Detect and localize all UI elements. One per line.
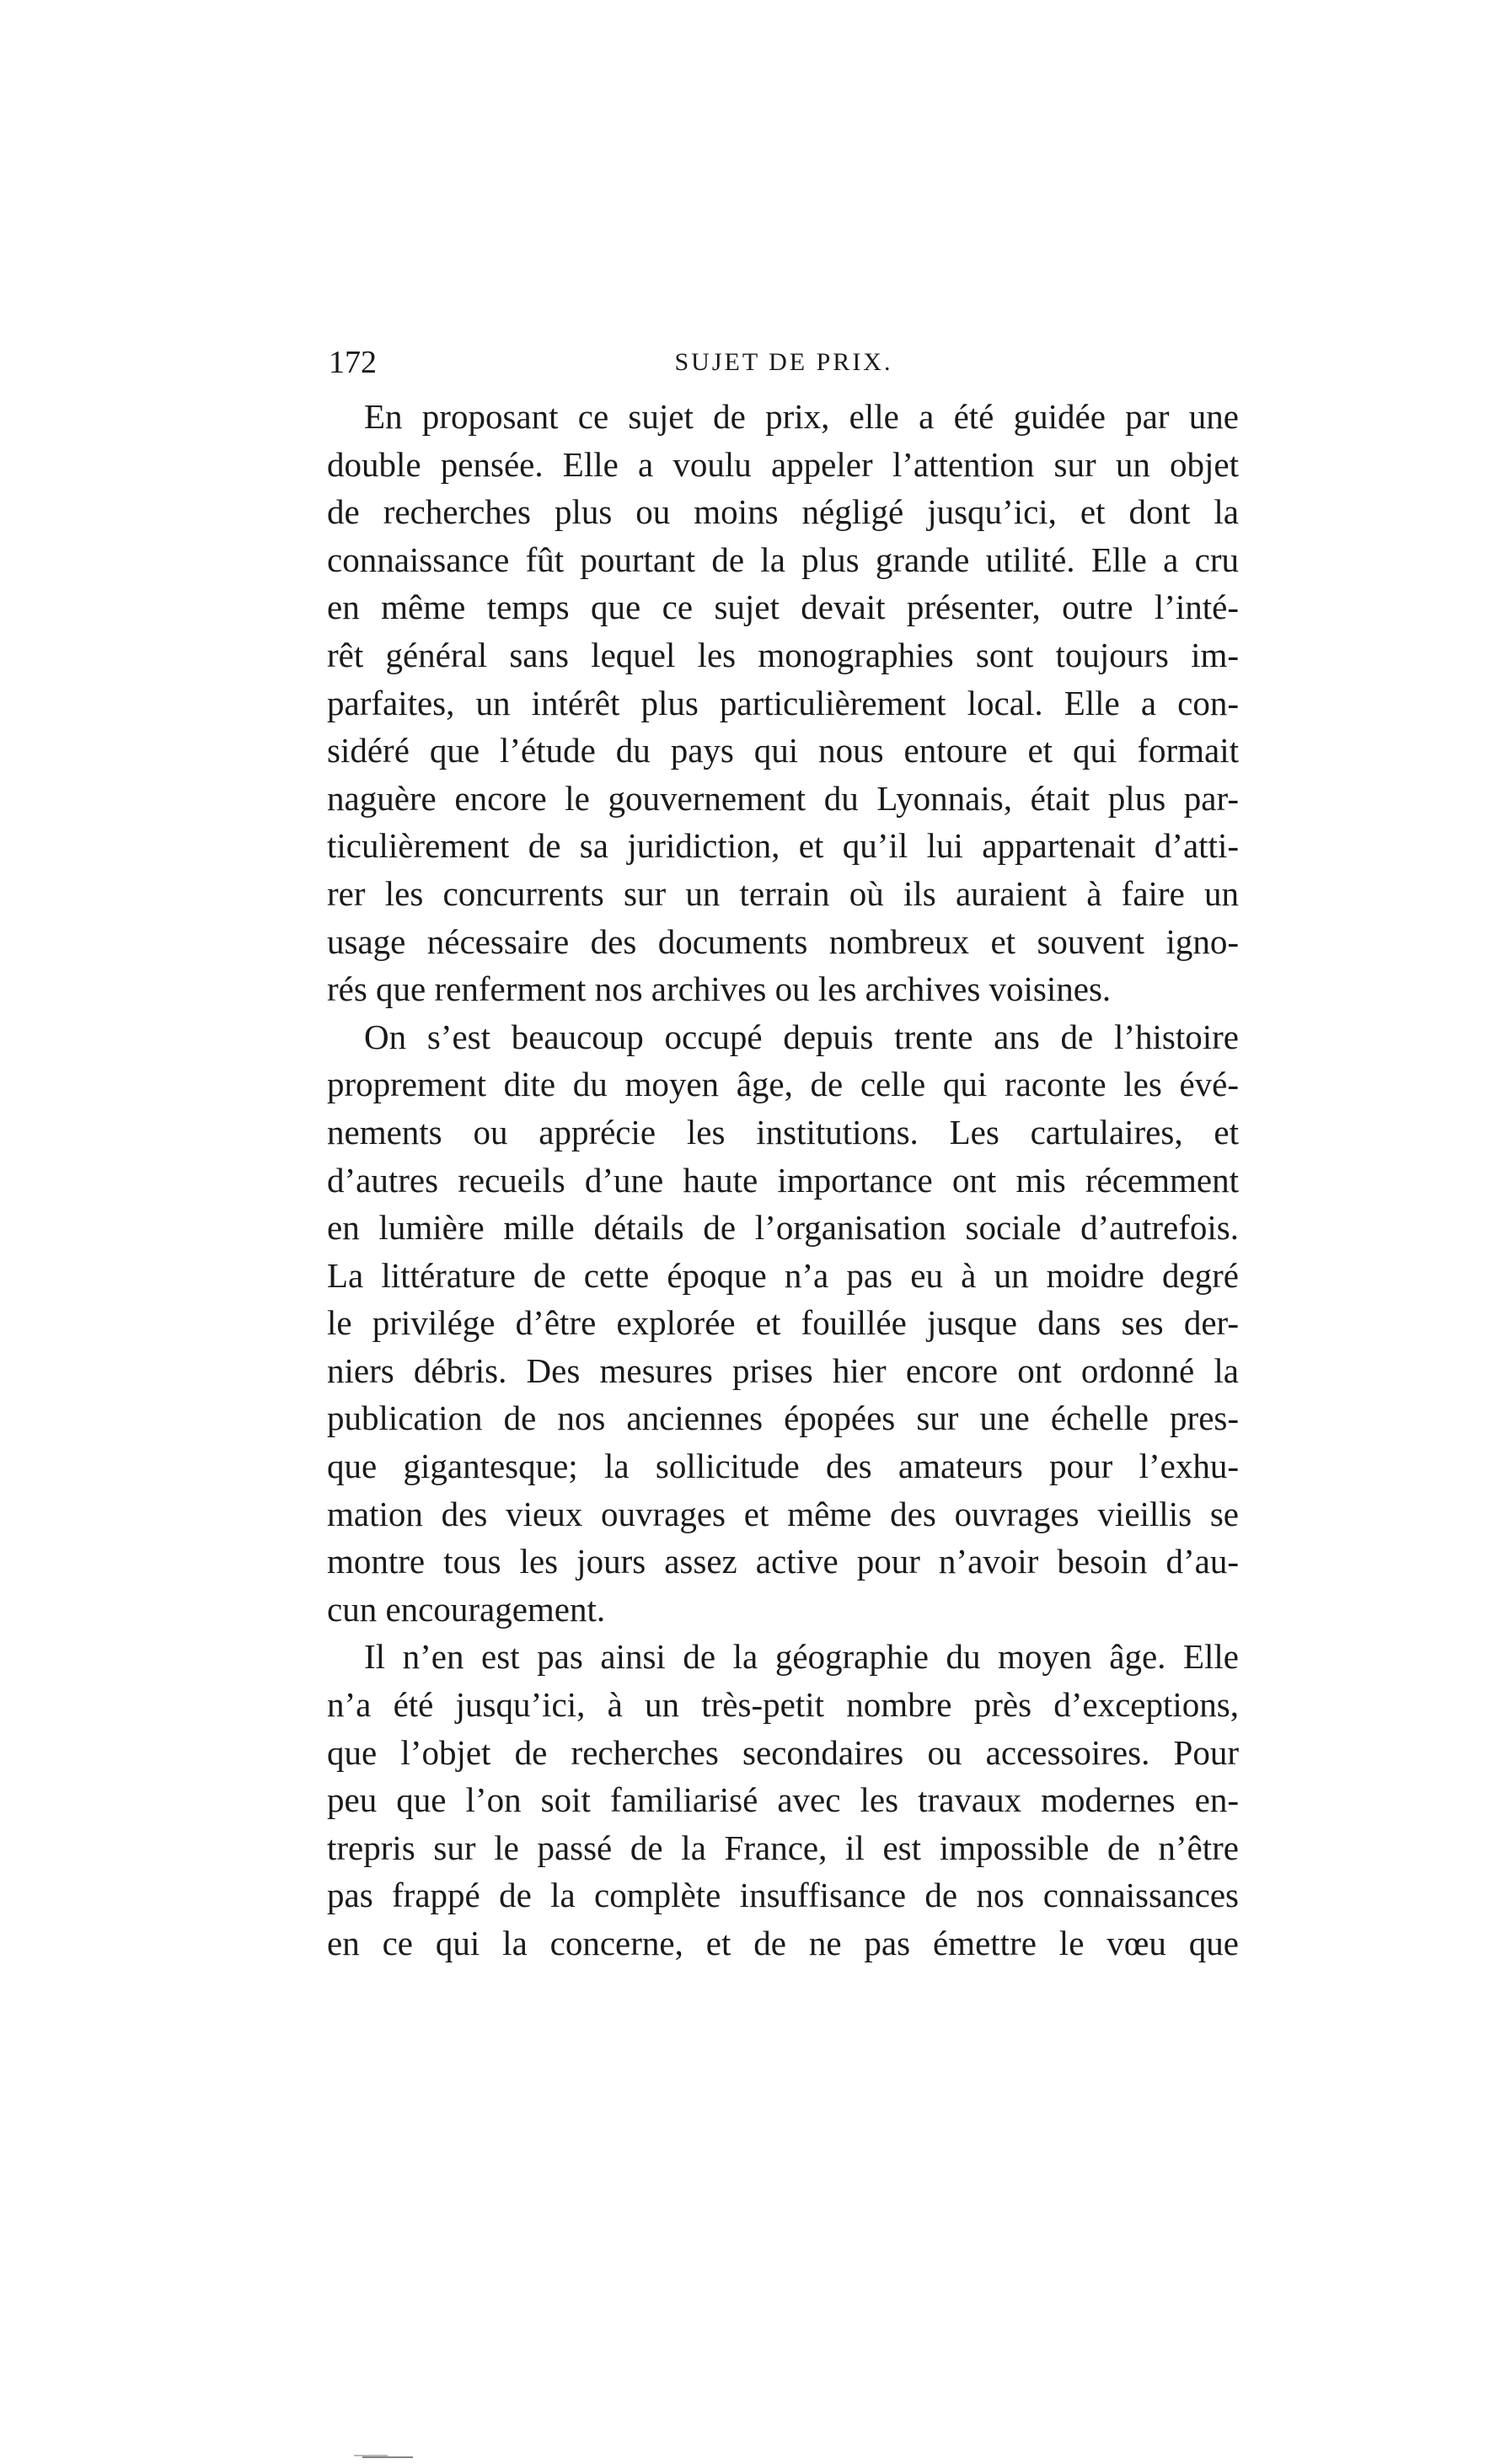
text-line: d’autres recueils d’une haute importance ont mis récemment	[327, 1160, 1239, 1200]
paragraph-2	[327, 1013, 1239, 1634]
text-line: Il n’en est pas ainsi de la géographie du moyen âge. Elle	[364, 1637, 1239, 1677]
text-line: double pensée. Elle a voulu appeler l’attention sur un objet	[327, 444, 1239, 484]
text-line: En proposant ce sujet de prix, elle a été guidée par une	[364, 397, 1239, 436]
text-line: le privilége d’être explorée et fouillée jusque dans ses der-	[327, 1303, 1239, 1343]
text-line: nements ou apprécie les institutions. Les cartulaires, et	[327, 1112, 1239, 1151]
paragraph-3	[327, 1633, 1239, 1967]
body-text	[327, 393, 1239, 1967]
page-number: 172	[329, 345, 377, 380]
page-header	[329, 337, 1239, 388]
text-line: rés que renferment nos archives ou les archives voisines.	[327, 969, 1112, 1009]
text-line: proprement dite du moyen âge, de celle qui raconte les évé-	[327, 1065, 1239, 1104]
text-line: de recherches plus ou moins négligé jusqu’ici, et dont la	[327, 492, 1239, 532]
text-line: niers débris. Des mesures prises hier encore ont ordonné la	[327, 1350, 1239, 1390]
text-line: naguère encore le gouvernement du Lyonnais, était plus par-	[327, 778, 1239, 818]
text-line: rer les concurrents sur un terrain où ils auraient à faire un	[327, 873, 1239, 913]
text-line: montre tous les jours assez active pour n’avoir besoin d’au-	[327, 1542, 1239, 1581]
text-line: usage nécessaire des documents nombreux et souvent igno-	[327, 921, 1239, 961]
text-line: en même temps que ce sujet devait présenter, outre l’inté-	[327, 588, 1239, 627]
text-line: peu que l’on soit familiarisé avec les travaux modernes en-	[327, 1780, 1239, 1820]
text-line: sidéré que l’étude du pays qui nous entoure et qui formait	[327, 731, 1239, 770]
text-line: n’a été jusqu’ici, à un très-petit nombre près d’exceptions,	[327, 1685, 1239, 1725]
text-line: en ce qui la concerne, et de ne pas émettre le vœu que	[327, 1924, 1239, 1962]
text-line: que gigantesque; la sollicitude des amateurs pour l’exhu-	[327, 1447, 1239, 1486]
text-line: parfaites, un intérêt plus particulièrement local. Elle a con-	[327, 683, 1239, 722]
text-line: connaissance fût pourtant de la plus grande utilité. Elle a cru	[327, 540, 1239, 579]
text-line: en lumière mille détails de l’organisation sociale d’autrefois.	[327, 1208, 1239, 1248]
running-head: SUJET DE PRIX.	[674, 348, 893, 376]
text-line: que l’objet de recherches secondaires ou accessoires. Pour	[327, 1732, 1239, 1772]
text-line: pas frappé de la complète insuffisance de nos connaissances	[327, 1876, 1239, 1915]
text-line: On s’est beaucoup occupé depuis trente ans de l’histoire	[364, 1017, 1239, 1056]
text-line: cun encouragement.	[327, 1589, 606, 1629]
paragraph-1	[327, 393, 1239, 1013]
scan-mark	[362, 2456, 413, 2458]
text-line: La littérature de cette époque n’a pas eu à un moidre degré	[327, 1255, 1239, 1295]
text-line: ticulièrement de sa juridiction, et qu’il lui appartenait d’atti-	[327, 826, 1239, 866]
text-line: trepris sur le passé de la France, il est impossible de n’être	[327, 1828, 1239, 1867]
text-line: mation des vieux ouvrages et même des ouvrages vieillis se	[327, 1494, 1239, 1533]
text-line: publication de nos anciennes épopées sur une échelle pres-	[327, 1398, 1239, 1438]
text-line: rêt général sans lequel les monographies sont toujours im-	[327, 635, 1239, 674]
